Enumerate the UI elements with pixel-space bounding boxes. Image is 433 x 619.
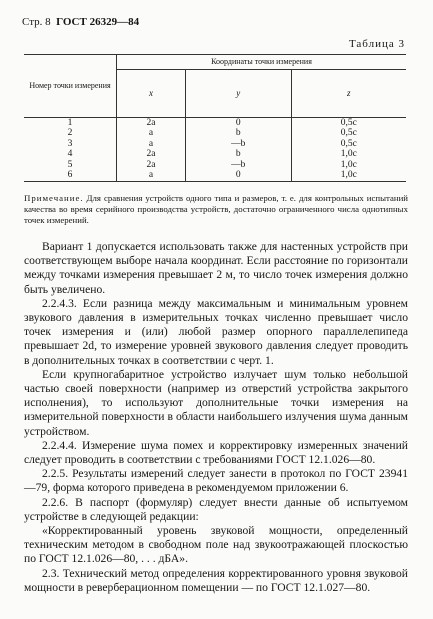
cell-y: b <box>185 128 291 138</box>
note-label: Примечание. <box>24 193 84 203</box>
header-x: x <box>117 70 186 118</box>
cell-z: 0,5c <box>340 138 357 149</box>
paragraph: 2.2.5. Результаты измерений следует занести в протокол по ГОСТ 23941—79, форма которого приведена в рекомендуемом приложении 6. <box>24 467 408 495</box>
cell-z: 0,5c <box>340 128 357 139</box>
cell-x: 2a <box>146 118 156 128</box>
cell-n: 6 <box>24 170 117 181</box>
cell-n: 4 <box>24 149 117 159</box>
cell-n: 2 <box>24 128 117 138</box>
header-y: y <box>185 70 291 118</box>
header-coordinates: Координаты точки измерения <box>117 55 407 70</box>
cell-x: 2a <box>146 159 156 170</box>
paragraph: Вариант 1 допускается использовать также для настенных устройств при соответствующем выборе начала координат. Если расстояние по горизонтали между точками измерения превышает 2 м, то число точек измерения должно быть увеличено. <box>24 240 408 296</box>
table-row <box>24 170 406 181</box>
cell-x: 2a <box>146 149 156 160</box>
paragraph: 2.2.6. В паспорт (формуляр) следует внести данные об испытуемом устройстве в следующей редакции: <box>24 495 408 523</box>
table-note <box>24 193 408 226</box>
table-label: Таблица 3 <box>348 38 405 50</box>
header-point-number: Номер точки измерения <box>24 55 117 118</box>
paragraph: «Корректированный уровень звуковой мощности, определенный техническим методом в свободном поле над звукоотражающей плоскостью по ГОСТ 12.1.026—80, . . . дБА». <box>24 524 408 566</box>
cell-n: 1 <box>24 118 117 129</box>
cell-y: —b <box>185 160 291 170</box>
note-text: Для сравнения устройств одного типа и размеров, т. е. для контрольных испытаний качества во время серийного производства устройств, достаточно ограниченного числа однотипных точек измерений. <box>24 193 409 225</box>
coordinates-table <box>24 54 406 182</box>
cell-y: 0 <box>185 170 291 181</box>
cell-z: 0,5c <box>340 118 357 128</box>
cell-x: a <box>117 170 186 181</box>
cell-y: 0 <box>185 118 291 129</box>
table-row <box>24 128 406 138</box>
paragraph: 2.3. Технический метод определения корректированного уровня звуковой мощности в реверберационном помещении — по ГОСТ 12.1.027—80. <box>24 566 408 594</box>
cell-y: —b <box>185 139 291 149</box>
page-number: Стр. 8 <box>22 16 51 28</box>
cell-x: a <box>148 128 154 139</box>
header-z: z <box>291 70 406 118</box>
table-row <box>24 160 406 170</box>
cell-z: 1,0c <box>291 170 406 181</box>
standard-id: ГОСТ 26329—84 <box>56 16 140 28</box>
table-row <box>24 118 406 129</box>
table-row <box>24 139 406 149</box>
paragraph: 2.2.4.3. Если разница между максимальным и минимальным уровнем звукового давления в измерительных точках численно превышает число точек измерения и (или) любой размер опорного параллелепипеда превышает 2d, то измерение уровней звукового давления следует проводить в дополнительных точках в соответствии с черт. 1. <box>24 296 408 367</box>
paragraph: Если крупногабаритное устройство излучает шум только небольшой частью своей поверхности (например из отверстий устройства закрытого исполнения), то используют дополнительные точки измерения на измерительной поверхности в области наибольшего излучения шума данным устройством. <box>24 367 408 438</box>
cell-x: a <box>148 138 154 149</box>
cell-z: 1,0c <box>340 159 357 170</box>
page-header <box>22 16 139 28</box>
cell-y: b <box>185 149 291 159</box>
body-text <box>24 240 408 595</box>
paragraph: 2.2.4.4. Измерение шума помех и корректировку измеренных значений следует проводить в соответствии с требованиями ГОСТ 12.1.026—80. <box>24 438 408 467</box>
table-row <box>24 149 406 159</box>
cell-z: 1,0c <box>340 149 357 160</box>
cell-n: 3 <box>24 139 117 149</box>
cell-n: 5 <box>24 160 117 170</box>
